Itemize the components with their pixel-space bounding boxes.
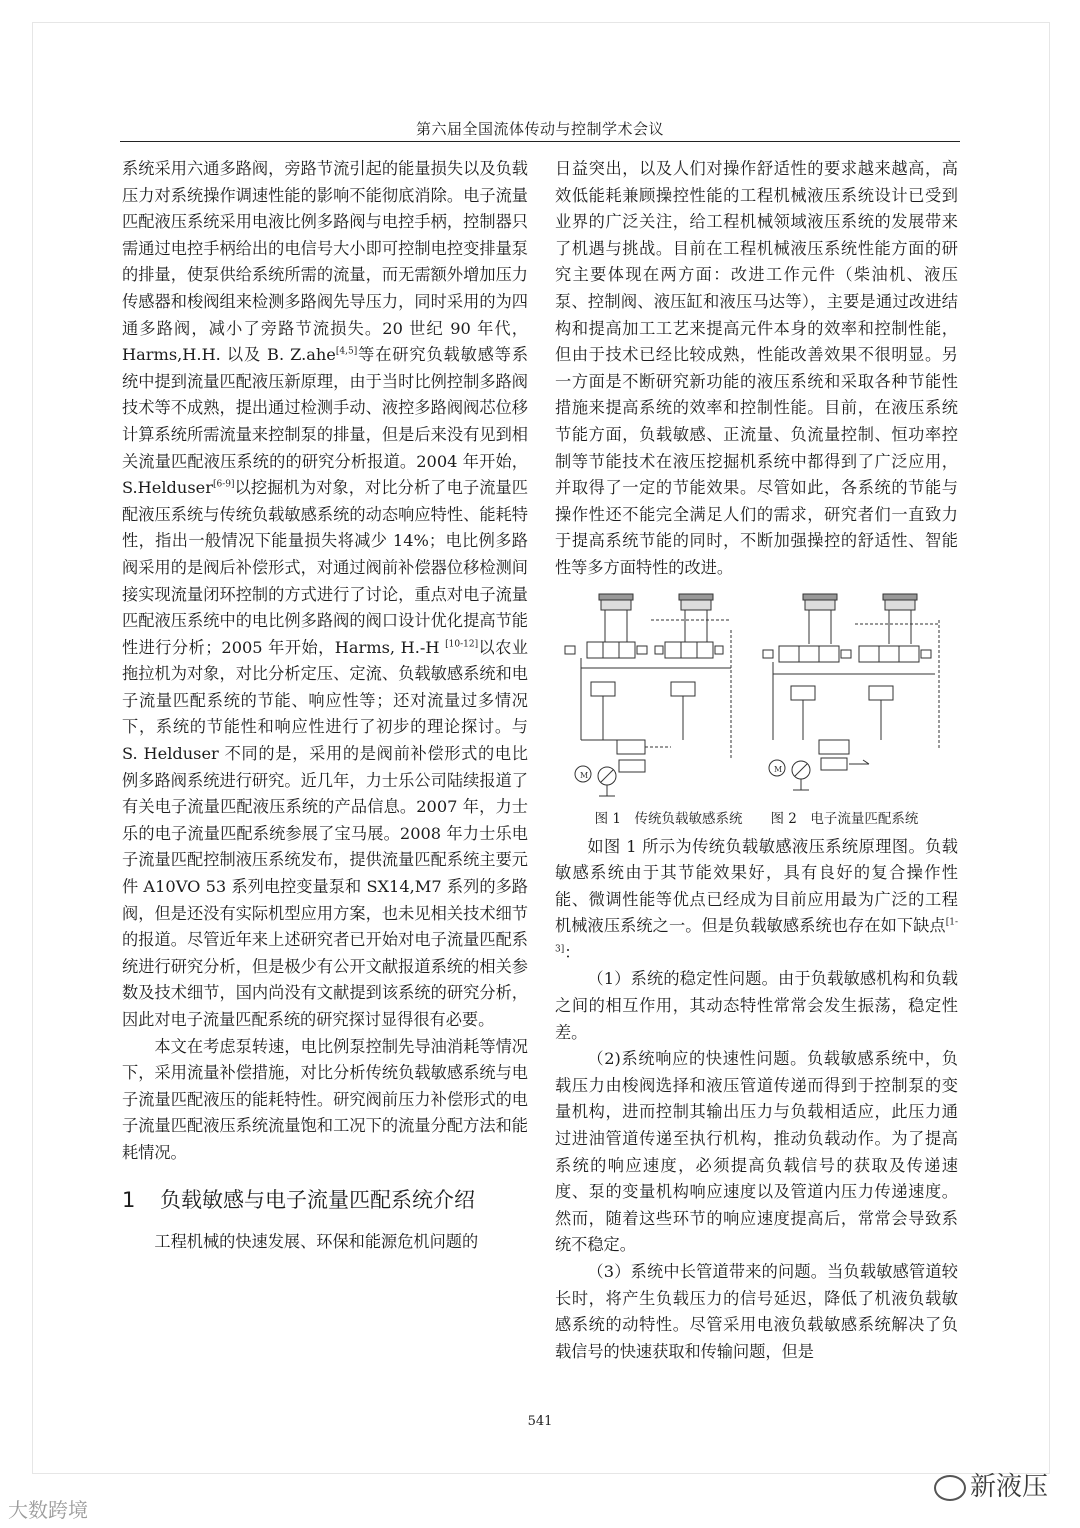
header-rule [120, 141, 960, 142]
svg-text:M: M [774, 764, 783, 774]
figure-1-schematic [561, 590, 751, 804]
right-paragraph-1: 日益突出，以及人们对操作舒适性的要求越来越高，高效低能耗兼顾操控性能的工程机械液压系统设计已受到业界的广泛关注，给工程机械领域液压系统的发展带来了机遇与挑战。目前在工程机械液压系统性能方面的研究主要体现在两方面：改进工作元件（柴油机、液压泵、控制阀、液压缸和液压马达等），主要是通过改进结构和提高加工工艺来提高元件本身的效率和控制性能，但由于技术已经比较成熟，性能改善效果不很明显。另一方面是不断研究新功能的液压系统和采取各种节能性措施来提高系统的效率和控制性能。目前，在液压系统节能方面，负载敏感、正流量、负流量控制、恒功率控制等节能技术在液压挖掘机系统中都得到了广泛应用，并取得了一定的节能效果。尽管如此，各系统的节能与操作性还不能完全满足人们的需求，研究者们一直致力于提高系统节能的同时，不断加强操控的舒适性、智能性等多方面特性的改进。 [555, 159, 958, 577]
section-heading: 1 负载敏感与电子流量匹配系统介绍 [122, 1187, 475, 1212]
page-number: 541 [527, 1414, 553, 1429]
left-paragraph-2: 本文在考虑泵转速，电比例泵控制先导油消耗等情况下，采用流量补偿措施，对比分析传统负载敏感系统与电子流量匹配液压的能耗特性。研究阀前压力补偿形式的电子流量匹配液压系统流量饱和工况下的流量分配方法和能耗情况。 [122, 1036, 528, 1162]
right-paragraph-2: 如图 1 所示为传统负载敏感液压系统原理图。负载敏感系统由于其节能效果好，具有良好的复合操作性能、微调性能等优点已经成为目前应用最为广泛的工程机械液压系统之一。但是负载敏感系统也存在如下缺点[1-3]： [555, 836, 958, 962]
watermark-left: 大数跨境 [8, 1498, 88, 1522]
left-paragraph-3: 工程机械的快速发展、环保和能源危机问题的 [154, 1231, 479, 1251]
svg-text:M: M [580, 770, 589, 780]
left-paragraph-1: 系统采用六通多路阀，旁路节流引起的能量损失以及负载压力对系统操作调速性能的影响不能彻底消除。电子流量匹配液压系统采用电液比例多路阀与电控手柄，控制器只需通过电控手柄给出的电信号大小即可控制电控变排量泵的排量，使泵供给系统所需的流量，而无需额外增加压力传感器和梭阀组来检测多路阀先导压力，同时采用的为四通多路阀，减小了旁路节流损失。20 世纪 90 年代，Harms,H.H. 以及 B. Z.ahe[4,5]等在研究负载敏感等系统中提到流量匹配液压新原理，由于当时比例控制多路阀技术等不成熟，提出通过检测手动、液控多路阀阀芯位移计算系统所需流量来控制泵的排量，但是后来没有见到相关流量匹配液压系统的的研究分析报道。2004 年开始，S.Helduser[6-9]以挖掘机为对象，对比分析了电子流量匹配液压系统与传统负载敏感系统的动态响应特性、能耗特性，指出一般情况下能量损失将减少 14%；电比例多路阀采用的是阀后补偿形式，对通过阀前补偿器位移检测间接实现流量闭环控制的方式进行了讨论，重点对电子流量匹配液压系统中的电比例多路阀的阀口设计优化提高节能性进行分析；2005 年开始，Harms, H.-H [10-12]以农业拖拉机为对象，对比分析定压、定流、负载敏感系统和电子流量匹配系统的节能、响应性等；还对流量过多情况下，系统的节能性和响应性进行了初步的理论探讨。与 S. Helduser 不同的是，采用的是阀前补偿形式的电比例多路阀系统进行研究。近几年，力士乐公司陆续报道了有关电子流量匹配液压系统的产品信息。2007 年，力士乐的电子流量匹配系统参展了宝马展。2008 年力士乐电子流量匹配控制液压系统发布，提供流量匹配系统主要元件 A10VO 53 系列电控变量泵和 SX14,M7 系列的多路阀，但是还没有实际机型应用方案，也未见相关技术细节的报道。尽管近年来上述研究者已开始对电子流量匹配系统进行研究分析，但是极少有公开文献报道系统的相关参数及技术细节，国内尚没有文献提到该系统的研究分析，因此对电子流量匹配系统的研究探讨显得很有必要。 [122, 159, 529, 1029]
watermark-right: 新液压 [934, 1466, 1048, 1503]
figures [555, 590, 958, 804]
wechat-icon [934, 1475, 966, 1501]
right-paragraph-5: （3）系统中长管道带来的问题。当负载敏感管道较长时，将产生负载压力的信号延迟，降低了机液负载敏感系统的动特性。尽管采用电液负载敏感系统解决了负载信号的快速获取和传输问题，但是 [555, 1262, 958, 1361]
right-column [555, 156, 958, 1365]
right-paragraph-3: （1）系统的稳定性问题。由于负载敏感机构和负载之间的相互作用，其动态特性常常会发生振荡，稳定性差。 [555, 969, 958, 1042]
figure-2-schematic [759, 590, 955, 804]
figure-captions [555, 808, 958, 830]
figure-2-caption: 图 2 电子流量匹配系统 [770, 810, 919, 827]
running-header: 第六届全国流体传动与控制学术会议 [415, 120, 664, 138]
figure-1-caption: 图 1 传统负载敏感系统 [594, 810, 743, 827]
right-paragraph-4: （2)系统响应的快速性问题。负载敏感系统中，负载压力由梭阀选择和液压管道传递而得到于控制泵的变量机构，进而控制其输出压力与负载相适应，此压力通过进油管道传递至执行机构，推动负载动作。为了提高系统的响应速度，必须提高负载信号的获取及传递速度、泵的变量机构响应速度以及管道内压力传递速度。然而，随着这些环节的响应速度提高后，常常会导致系统不稳定。 [555, 1049, 958, 1255]
left-column [122, 156, 528, 1255]
